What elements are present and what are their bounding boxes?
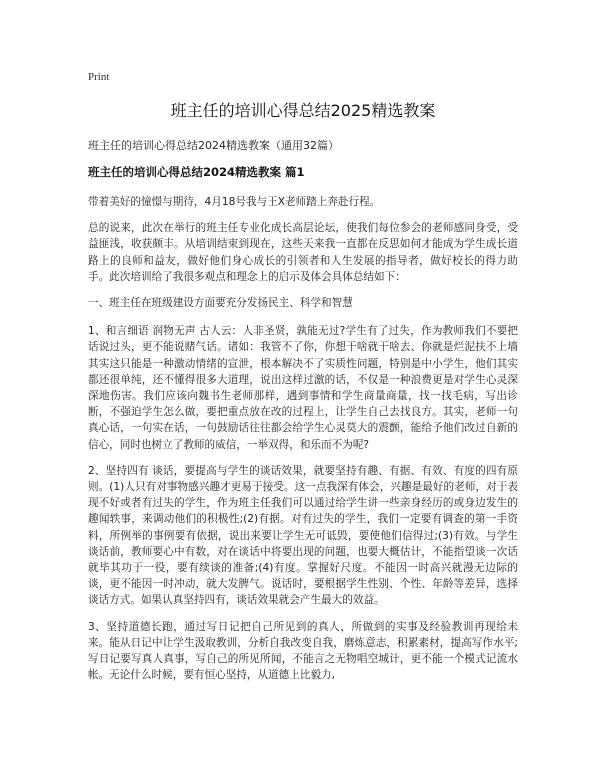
- paragraph-point-2: 2、坚持四有 谈话，要提高与学生的谈话效果，就要坚持有趣、有据、有效、有度的四有原则。(1)人只有对事物感兴趣才更易于接受。这一点我深有体会，兴趣是最好的老师，对于表现不好或者有过失的学生，作为班主任我们可以通过给学生讲一些亲身经历的或身边发生的趣闻轶事，来调动他们的积极性;(2)有据。对有过失的学生，我们一定要有调查的第一手资料，所例举的事例要有依据，说出来要让学生无可诋毁，要使他们信得过;(3)有效。与学生谈话前，教师要心中有数，对在谈话中将要出现的问题，也要大概估计，不能指望谈一次话就毕其功于一役，要有续谈的准备;(4)有度。掌握好尺度。不能因一时高兴就漫无边际的谈，更不能因一时冲动，就大发脾气。说话时，要根据学生性别、个性、年龄等差异，选择谈话方式。如果认真坚持四有，谈话效果就会产生最大的效益。: [88, 464, 518, 607]
- paragraph-point-3: 3、坚持道德长跑，通过写日记把自己所见到的真人，所做到的实事及经验教训再现给未来。能从日记中让学生汲取教训，分析自我改变自我，磨炼意志，积累素材，提高写作水平;写日记要写真人真事，写自己的所见所闻，不能言之无物唱空城计，更不能一个模式记流水帐。无论什么时候，要有恒心坚持，从道德上比毅力,: [88, 620, 518, 682]
- document-title: 班主任的培训心得总结2025精选教案: [170, 101, 436, 120]
- paragraph-heading-one: 一、班主任在班级建设方面要充分发扬民主、科学和智慧: [88, 297, 353, 310]
- document-page: [88, 70, 518, 693]
- document-subtitle: 班主任的培训心得总结2024精选教案（通用32篇）: [88, 139, 339, 152]
- paragraph-summary: 总的说来，此次在举行的班主任专业化成长高层论坛，使我们每位参会的老师感同身受，受益匪浅，收获颇丰。从培训结束到现在，这些天来我一直都在反思如何才能成为学生成长道路上的良师和益友，做好他们身心成长的引领者和人生发展的指导者，做好校长的得力助手。此次培训给了我很多观点和理念上的启示及体会具体总结如下：: [88, 222, 518, 283]
- print-label[interactable]: Print: [88, 71, 110, 83]
- paragraph-point-1: 1、和言细语 润物无声 古人云：人非圣贤，孰能无过?学生有了过失，作为教师我们不要把话说过头，更不能说赌气话。诸如：我管不了你，你想干啥就干啥去、你就是烂泥扶不上墙其实这只能是一种激动情绪的宣泄，根本解决不了实质性问题，特别是中小学生，他们其实都还很单纯，还不懂得很多大道理，说出这样过激的话，不仅是一种浪费更是对学生心灵深深地伤害。我们应该向魏书生老师那样，遇到事情和学生商量商量，找一找毛病，写出诊断，不强迫学生怎么做，要把重点放在改的过程上，让学生自己去找良方。其实，老师一句真心话，一句实在话，一句鼓励话往往都会给学生心灵莫大的震颤，能给予他们改过自新的信心，同时也树立了教师的威信，一举双得，和乐而不为呢?: [88, 325, 518, 451]
- paragraph-intro: 带着美好的憧憬与期待，4月18号我与王X老师踏上奔赴行程。: [88, 196, 381, 208]
- section-heading: 班主任的培训心得总结2024精选教案 篇1: [88, 165, 305, 179]
